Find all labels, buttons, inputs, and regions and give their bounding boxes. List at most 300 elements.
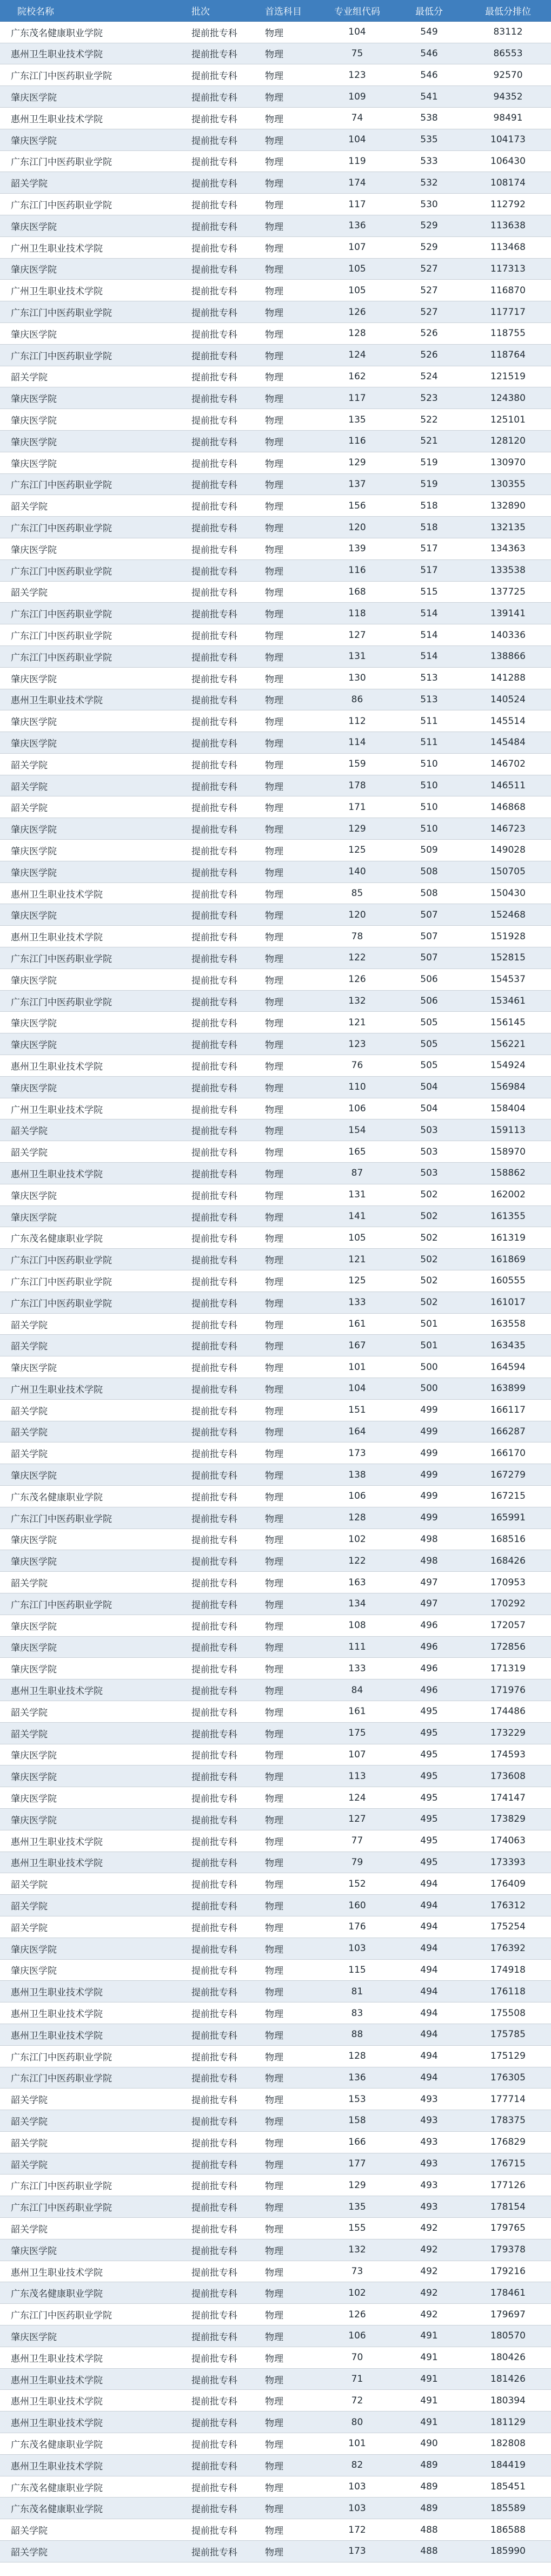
cell-min-score: 494: [393, 1938, 465, 1959]
cell-min-score: 491: [393, 2368, 465, 2390]
cell-min-rank: 173393: [465, 1852, 551, 1873]
table-row: [0, 1270, 551, 1292]
cell-min-rank: 174918: [465, 1959, 551, 1981]
cell-school: 肇庆医学院: [0, 840, 173, 861]
cell-min-score: 494: [393, 1916, 465, 1938]
table-row: [0, 344, 551, 366]
table-row: [0, 1959, 551, 1981]
cell-subject: 物理: [247, 64, 321, 86]
table-row: [0, 1033, 551, 1055]
column-header-school[interactable]: 院校名称: [0, 0, 173, 21]
cell-min-score: 505: [393, 1055, 465, 1077]
cell-group-code: 104: [321, 129, 393, 150]
cell-school: 韶关学院: [0, 775, 173, 796]
cell-subject: 物理: [247, 1399, 321, 1421]
cell-school: 韶关学院: [0, 2218, 173, 2239]
cell-subject: 物理: [247, 1916, 321, 1938]
cell-group-code: 139: [321, 538, 393, 559]
table-row: [0, 818, 551, 840]
cell-min-score: 491: [393, 2390, 465, 2412]
cell-min-rank: 118755: [465, 322, 551, 344]
table-row: [0, 2089, 551, 2110]
cell-min-rank: 106430: [465, 150, 551, 172]
table-row: [0, 172, 551, 194]
column-header-batch[interactable]: 批次: [173, 0, 247, 21]
table-row: [0, 689, 551, 710]
cell-batch: 提前批专科: [173, 1012, 247, 1033]
cell-min-rank: 150705: [465, 861, 551, 882]
cell-batch: 提前批专科: [173, 559, 247, 581]
cell-batch: 提前批专科: [173, 452, 247, 473]
cell-school: 广东江门中医药职业学院: [0, 194, 173, 215]
cell-school: 广东江门中医药职业学院: [0, 1270, 173, 1292]
cell-subject: 物理: [247, 2131, 321, 2153]
cell-min-rank: 175254: [465, 1916, 551, 1938]
cell-min-score: 514: [393, 603, 465, 624]
cell-school: 韶关学院: [0, 1335, 173, 1356]
table-row: [0, 1830, 551, 1852]
table-row: [0, 1808, 551, 1830]
cell-subject: 物理: [247, 2024, 321, 2045]
cell-min-score: 495: [393, 1722, 465, 1744]
cell-min-score: 497: [393, 1593, 465, 1615]
table-row: [0, 215, 551, 236]
cell-group-code: 178: [321, 775, 393, 796]
cell-school: 惠州卫生职业技术学院: [0, 2390, 173, 2412]
cell-group-code: 114: [321, 732, 393, 754]
cell-school: 广东江门中医药职业学院: [0, 2067, 173, 2089]
cell-school: 惠州卫生职业技术学院: [0, 2412, 173, 2433]
cell-min-score: 519: [393, 452, 465, 473]
cell-min-score: 495: [393, 1701, 465, 1722]
cell-subject: 物理: [247, 2239, 321, 2261]
cell-batch: 提前批专科: [173, 2045, 247, 2067]
cell-min-rank: 130355: [465, 473, 551, 495]
cell-min-score: 491: [393, 2325, 465, 2347]
cell-subject: 物理: [247, 603, 321, 624]
cell-group-code: 77: [321, 1830, 393, 1852]
cell-min-rank: 92570: [465, 64, 551, 86]
cell-subject: 物理: [247, 2089, 321, 2110]
cell-min-score: 506: [393, 969, 465, 990]
cell-batch: 提前批专科: [173, 301, 247, 323]
cell-min-score: 509: [393, 840, 465, 861]
table-row: [0, 430, 551, 452]
cell-group-code: 125: [321, 840, 393, 861]
cell-min-rank: 94352: [465, 86, 551, 108]
cell-batch: 提前批专科: [173, 1636, 247, 1658]
cell-subject: 物理: [247, 322, 321, 344]
cell-subject: 物理: [247, 581, 321, 603]
cell-subject: 物理: [247, 21, 321, 43]
table-row: [0, 947, 551, 969]
cell-min-rank: 168426: [465, 1550, 551, 1572]
cell-school: 肇庆医学院: [0, 1744, 173, 1765]
cell-min-score: 488: [393, 2519, 465, 2541]
table-row: [0, 301, 551, 323]
cell-batch: 提前批专科: [173, 1270, 247, 1292]
cell-batch: 提前批专科: [173, 1550, 247, 1572]
column-header-subject[interactable]: 首选科目: [247, 0, 321, 21]
cell-batch: 提前批专科: [173, 2110, 247, 2132]
table-row: [0, 775, 551, 796]
cell-min-rank: 174063: [465, 1830, 551, 1852]
table-row: [0, 21, 551, 43]
cell-group-code: 174: [321, 172, 393, 194]
table-row: [0, 1916, 551, 1938]
cell-min-rank: 163899: [465, 1378, 551, 1400]
cell-subject: 物理: [247, 2368, 321, 2390]
cell-group-code: 123: [321, 64, 393, 86]
cell-min-rank: 130970: [465, 452, 551, 473]
cell-min-rank: 168516: [465, 1529, 551, 1550]
cell-min-score: 495: [393, 1852, 465, 1873]
cell-min-rank: 179697: [465, 2304, 551, 2325]
cell-school: 广东江门中医药职业学院: [0, 559, 173, 581]
cell-min-rank: 118764: [465, 344, 551, 366]
table-row: [0, 1356, 551, 1378]
cell-group-code: 83: [321, 2002, 393, 2024]
cell-min-score: 505: [393, 1033, 465, 1055]
cell-group-code: 163: [321, 1572, 393, 1593]
cell-min-rank: 167279: [465, 1464, 551, 1486]
cell-group-code: 128: [321, 2045, 393, 2067]
cell-min-rank: 179216: [465, 2261, 551, 2282]
cell-batch: 提前批专科: [173, 1852, 247, 1873]
cell-group-code: 129: [321, 818, 393, 840]
cell-min-rank: 166287: [465, 1421, 551, 1442]
table-row: [0, 1744, 551, 1765]
cell-min-score: 500: [393, 1378, 465, 1400]
cell-batch: 提前批专科: [173, 107, 247, 129]
cell-min-rank: 185451: [465, 2476, 551, 2498]
cell-school: 惠州卫生职业技术学院: [0, 2002, 173, 2024]
cell-min-rank: 163558: [465, 1313, 551, 1335]
cell-school: 肇庆医学院: [0, 1529, 173, 1550]
cell-batch: 提前批专科: [173, 1808, 247, 1830]
cell-batch: 提前批专科: [173, 2089, 247, 2110]
cell-min-rank: 179378: [465, 2239, 551, 2261]
table-row: [0, 387, 551, 409]
cell-subject: 物理: [247, 1593, 321, 1615]
cell-subject: 物理: [247, 1292, 321, 1313]
cell-subject: 物理: [247, 796, 321, 818]
cell-group-code: 156: [321, 495, 393, 517]
cell-subject: 物理: [247, 559, 321, 581]
cell-min-rank: 177126: [465, 2175, 551, 2196]
cell-subject: 物理: [247, 1981, 321, 2002]
column-header-min-score[interactable]: 最低分: [393, 0, 465, 21]
table-header-row: [0, 0, 551, 21]
cell-min-rank: 133538: [465, 559, 551, 581]
cell-batch: 提前批专科: [173, 64, 247, 86]
cell-min-score: 524: [393, 366, 465, 387]
table-row: [0, 1701, 551, 1722]
cell-batch: 提前批专科: [173, 1205, 247, 1227]
table-row: [0, 840, 551, 861]
cell-group-code: 85: [321, 882, 393, 904]
cell-subject: 物理: [247, 1249, 321, 1270]
cell-min-rank: 112792: [465, 194, 551, 215]
cell-subject: 物理: [247, 2325, 321, 2347]
cell-min-rank: 175785: [465, 2024, 551, 2045]
cell-subject: 物理: [247, 2476, 321, 2498]
cell-school: 广东江门中医药职业学院: [0, 344, 173, 366]
cell-batch: 提前批专科: [173, 43, 247, 64]
cell-group-code: 105: [321, 258, 393, 280]
cell-min-score: 488: [393, 2541, 465, 2562]
cell-min-score: 507: [393, 904, 465, 926]
table-row: [0, 2541, 551, 2562]
cell-subject: 物理: [247, 194, 321, 215]
cell-group-code: 166: [321, 2131, 393, 2153]
cell-school: 广州卫生职业技术学院: [0, 280, 173, 301]
cell-group-code: 103: [321, 1938, 393, 1959]
cell-school: 广州卫生职业技术学院: [0, 1098, 173, 1119]
cell-group-code: 104: [321, 1378, 393, 1400]
cell-min-rank: 171319: [465, 1658, 551, 1679]
table-row: [0, 1249, 551, 1270]
cell-subject: 物理: [247, 538, 321, 559]
cell-school: 惠州卫生职业技术学院: [0, 882, 173, 904]
cell-batch: 提前批专科: [173, 1981, 247, 2002]
cell-min-score: 508: [393, 861, 465, 882]
cell-group-code: 122: [321, 1550, 393, 1572]
cell-batch: 提前批专科: [173, 1055, 247, 1077]
cell-group-code: 161: [321, 1701, 393, 1722]
cell-min-score: 508: [393, 882, 465, 904]
cell-batch: 提前批专科: [173, 840, 247, 861]
cell-subject: 物理: [247, 107, 321, 129]
cell-min-score: 499: [393, 1507, 465, 1529]
cell-group-code: 87: [321, 1163, 393, 1184]
cell-subject: 物理: [247, 2261, 321, 2282]
cell-min-rank: 140336: [465, 624, 551, 646]
cell-school: 韶关学院: [0, 1873, 173, 1895]
table-row: [0, 409, 551, 431]
cell-subject: 物理: [247, 1055, 321, 1077]
cell-school: 广东江门中医药职业学院: [0, 1292, 173, 1313]
cell-school: 广东江门中医药职业学院: [0, 947, 173, 969]
cell-school: 广东江门中医药职业学院: [0, 473, 173, 495]
cell-batch: 提前批专科: [173, 344, 247, 366]
cell-min-score: 489: [393, 2476, 465, 2498]
cell-min-rank: 176715: [465, 2153, 551, 2175]
cell-subject: 物理: [247, 2110, 321, 2132]
table-row: [0, 2498, 551, 2519]
cell-min-score: 529: [393, 236, 465, 258]
table-row: [0, 1765, 551, 1787]
table-row: [0, 2175, 551, 2196]
cell-batch: 提前批专科: [173, 1464, 247, 1486]
table-row: [0, 1163, 551, 1184]
cell-subject: 物理: [247, 1529, 321, 1550]
cell-batch: 提前批专科: [173, 818, 247, 840]
cell-school: 肇庆医学院: [0, 818, 173, 840]
cell-min-score: 502: [393, 1227, 465, 1249]
cell-school: 肇庆医学院: [0, 667, 173, 689]
cell-batch: 提前批专科: [173, 86, 247, 108]
cell-min-score: 494: [393, 2024, 465, 2045]
cell-subject: 物理: [247, 1830, 321, 1852]
cell-batch: 提前批专科: [173, 1830, 247, 1852]
cell-group-code: 101: [321, 2433, 393, 2455]
table-row: [0, 969, 551, 990]
cell-group-code: 175: [321, 1722, 393, 1744]
cell-subject: 物理: [247, 344, 321, 366]
table-row: [0, 43, 551, 64]
cell-group-code: 132: [321, 2239, 393, 2261]
cell-group-code: 126: [321, 969, 393, 990]
table-row: [0, 1981, 551, 2002]
cell-school: 肇庆医学院: [0, 430, 173, 452]
column-header-min-rank[interactable]: 最低分排位: [465, 0, 551, 21]
cell-batch: 提前批专科: [173, 236, 247, 258]
cell-min-score: 502: [393, 1184, 465, 1205]
cell-min-score: 498: [393, 1550, 465, 1572]
cell-batch: 提前批专科: [173, 1292, 247, 1313]
cell-subject: 物理: [247, 2153, 321, 2175]
table-row: [0, 1572, 551, 1593]
cell-group-code: 111: [321, 1636, 393, 1658]
cell-school: 广东江门中医药职业学院: [0, 624, 173, 646]
cell-min-rank: 146702: [465, 753, 551, 775]
cell-batch: 提前批专科: [173, 2433, 247, 2455]
table-row: [0, 1464, 551, 1486]
cell-min-score: 502: [393, 1249, 465, 1270]
cell-min-score: 527: [393, 258, 465, 280]
cell-batch: 提前批专科: [173, 2024, 247, 2045]
cell-min-rank: 162002: [465, 1184, 551, 1205]
cell-min-rank: 178375: [465, 2110, 551, 2132]
cell-school: 惠州卫生职业技术学院: [0, 2024, 173, 2045]
cell-min-score: 501: [393, 1313, 465, 1335]
cell-min-rank: 104173: [465, 129, 551, 150]
cell-subject: 物理: [247, 1227, 321, 1249]
table-row: [0, 1098, 551, 1119]
cell-school: 肇庆医学院: [0, 1550, 173, 1572]
cell-school: 肇庆医学院: [0, 1205, 173, 1227]
cell-batch: 提前批专科: [173, 645, 247, 667]
table-row: [0, 2519, 551, 2541]
cell-school: 广东江门中医药职业学院: [0, 645, 173, 667]
cell-min-score: 494: [393, 2045, 465, 2067]
cell-min-rank: 156145: [465, 1012, 551, 1033]
table-row: [0, 581, 551, 603]
cell-batch: 提前批专科: [173, 2541, 247, 2562]
cell-group-code: 116: [321, 430, 393, 452]
cell-school: 广州卫生职业技术学院: [0, 1378, 173, 1400]
cell-subject: 物理: [247, 1615, 321, 1636]
table-row: [0, 1012, 551, 1033]
cell-min-rank: 149028: [465, 840, 551, 861]
cell-min-score: 492: [393, 2261, 465, 2282]
table-row: [0, 1076, 551, 1098]
cell-subject: 物理: [247, 818, 321, 840]
cell-min-rank: 176118: [465, 1981, 551, 2002]
cell-group-code: 126: [321, 301, 393, 323]
table-row: [0, 1485, 551, 1507]
cell-group-code: 105: [321, 280, 393, 301]
cell-group-code: 108: [321, 1615, 393, 1636]
cell-group-code: 71: [321, 2368, 393, 2390]
cell-school: 广州卫生职业技术学院: [0, 236, 173, 258]
cell-batch: 提前批专科: [173, 2368, 247, 2390]
cell-subject: 物理: [247, 904, 321, 926]
cell-min-rank: 158970: [465, 1141, 551, 1163]
cell-group-code: 124: [321, 344, 393, 366]
cell-school: 肇庆医学院: [0, 215, 173, 236]
cell-min-score: 518: [393, 495, 465, 517]
cell-school: 广东江门中医药职业学院: [0, 2304, 173, 2325]
cell-subject: 物理: [247, 1722, 321, 1744]
cell-subject: 物理: [247, 1873, 321, 1895]
cell-subject: 物理: [247, 753, 321, 775]
table-row: [0, 1529, 551, 1550]
cell-batch: 提前批专科: [173, 387, 247, 409]
cell-school: 韶关学院: [0, 1119, 173, 1141]
cell-min-rank: 180426: [465, 2347, 551, 2368]
table-row: [0, 236, 551, 258]
cell-min-score: 495: [393, 1744, 465, 1765]
cell-min-rank: 146723: [465, 818, 551, 840]
cell-min-score: 492: [393, 2218, 465, 2239]
table-row: [0, 258, 551, 280]
cell-min-rank: 137725: [465, 581, 551, 603]
table-row: [0, 2110, 551, 2132]
cell-min-score: 495: [393, 1808, 465, 1830]
cell-min-score: 533: [393, 150, 465, 172]
cell-school: 广东江门中医药职业学院: [0, 1249, 173, 1270]
cell-subject: 物理: [247, 1270, 321, 1292]
cell-batch: 提前批专科: [173, 2153, 247, 2175]
cell-school: 韶关学院: [0, 366, 173, 387]
cell-school: 广东江门中医药职业学院: [0, 517, 173, 538]
table-row: [0, 2239, 551, 2261]
table-row: [0, 2024, 551, 2045]
cell-school: 肇庆医学院: [0, 1765, 173, 1787]
cell-group-code: 161: [321, 1313, 393, 1335]
cell-school: 肇庆医学院: [0, 1808, 173, 1830]
cell-batch: 提前批专科: [173, 1119, 247, 1141]
cell-school: 广东江门中医药职业学院: [0, 64, 173, 86]
cell-group-code: 102: [321, 2282, 393, 2304]
cell-group-code: 136: [321, 215, 393, 236]
cell-group-code: 121: [321, 1012, 393, 1033]
cell-batch: 提前批专科: [173, 2412, 247, 2433]
cell-batch: 提前批专科: [173, 1895, 247, 1916]
cell-batch: 提前批专科: [173, 581, 247, 603]
cell-school: 广东茂名健康职业学院: [0, 21, 173, 43]
cell-min-score: 498: [393, 1529, 465, 1550]
cell-school: 广东江门中医药职业学院: [0, 2175, 173, 2196]
cell-batch: 提前批专科: [173, 2347, 247, 2368]
cell-subject: 物理: [247, 969, 321, 990]
cell-school: 肇庆医学院: [0, 129, 173, 150]
cell-min-score: 506: [393, 990, 465, 1012]
cell-batch: 提前批专科: [173, 1701, 247, 1722]
cell-batch: 提前批专科: [173, 1744, 247, 1765]
cell-min-rank: 125101: [465, 409, 551, 431]
cell-min-rank: 117717: [465, 301, 551, 323]
cell-min-rank: 175129: [465, 2045, 551, 2067]
cell-batch: 提前批专科: [173, 2196, 247, 2218]
column-header-group-code[interactable]: 专业组代码: [321, 0, 393, 21]
cell-min-score: 549: [393, 21, 465, 43]
table-row: [0, 753, 551, 775]
cell-batch: 提前批专科: [173, 1399, 247, 1421]
cell-school: 肇庆医学院: [0, 2325, 173, 2347]
